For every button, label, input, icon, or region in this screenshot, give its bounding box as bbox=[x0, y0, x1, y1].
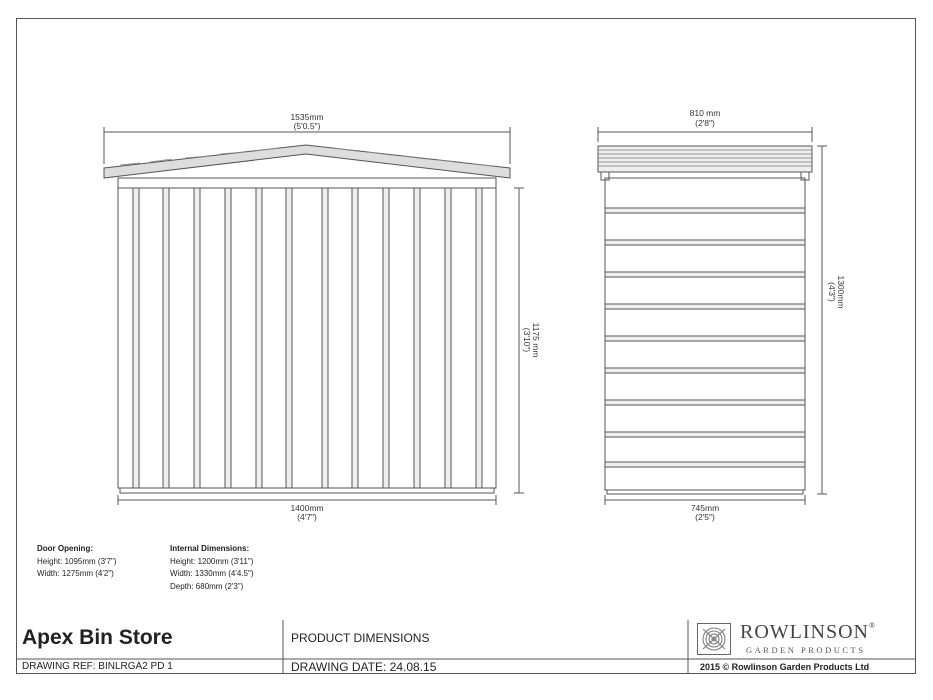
internal-width: Width: 1330mm (4'4.5") bbox=[170, 569, 254, 578]
copyright: 2015 © Rowlinson Garden Products Ltd bbox=[700, 662, 870, 672]
side-height: 1300mm bbox=[836, 275, 846, 309]
side-top-width: 810 mm bbox=[689, 108, 721, 118]
front-base bbox=[120, 488, 494, 493]
brand-subtitle: GARDEN PRODUCTS bbox=[746, 645, 866, 655]
side-height-imperial: (4'3") bbox=[827, 282, 837, 302]
door-opening-heading: Door Opening: bbox=[37, 544, 93, 553]
front-fascia bbox=[118, 178, 496, 188]
front-body bbox=[118, 188, 496, 488]
front-height-imperial: (3'10") bbox=[522, 327, 532, 353]
internal-dimensions-notes bbox=[170, 543, 254, 593]
door-opening-notes bbox=[37, 543, 117, 581]
side-view bbox=[598, 127, 827, 505]
front-roof bbox=[104, 145, 510, 178]
front-view bbox=[104, 127, 524, 505]
drawing-date: DRAWING DATE: 24.08.15 bbox=[291, 660, 437, 674]
side-bottom-width-imperial: (2'5") bbox=[695, 512, 715, 522]
brand-name: ROWLINSON® bbox=[740, 621, 877, 643]
side-boards bbox=[605, 208, 805, 467]
front-bottom-width-imperial: (4'7") bbox=[297, 512, 317, 522]
front-boards bbox=[133, 188, 482, 488]
front-bottom-width: 1400mm bbox=[290, 503, 324, 513]
side-top-width-imperial: (2'8") bbox=[695, 118, 715, 128]
section-title: PRODUCT DIMENSIONS bbox=[291, 631, 430, 645]
drawing-ref: DRAWING REF: BINLRGA2 PD 1 bbox=[22, 661, 173, 672]
door-opening-height: Height: 1095mm (3'7") bbox=[37, 556, 117, 566]
side-bottom-width: 745mm bbox=[690, 503, 720, 513]
rowlinson-logo-emblem bbox=[697, 623, 731, 655]
internal-depth: Depth: 680mm (2'3") bbox=[170, 581, 244, 591]
front-top-width: 1535mm bbox=[290, 112, 324, 122]
side-body bbox=[605, 178, 805, 490]
door-opening-width: Width: 1275mm (4'2") bbox=[37, 569, 114, 578]
side-base bbox=[607, 490, 803, 494]
front-height: 1175 mm bbox=[531, 322, 541, 358]
internal-dimensions-heading: Internal Dimensions: bbox=[170, 544, 250, 553]
internal-height: Height: 1200mm (3'11") bbox=[170, 556, 254, 566]
front-top-width-imperial: (5'0.5") bbox=[293, 121, 321, 131]
product-name: Apex Bin Store bbox=[22, 626, 173, 649]
